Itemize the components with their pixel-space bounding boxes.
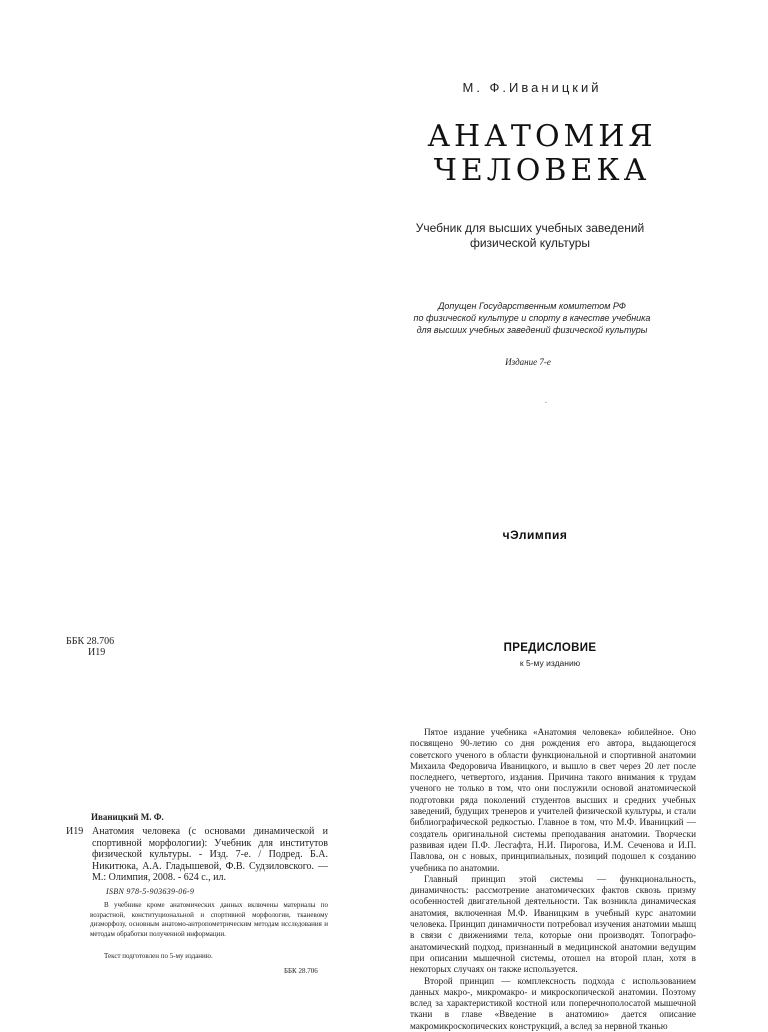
- publisher-logo-text: чЭлимпия: [502, 528, 568, 542]
- subtitle-line-1: Учебник для высших учебных заведений: [415, 221, 645, 235]
- book-title-line-2: ЧЕЛОВЕКА: [433, 153, 651, 188]
- book-title-line-1: АНАТОМИЯ: [427, 119, 657, 154]
- author-name: М. Ф.Иваницкий: [462, 80, 602, 95]
- catalog-description: Анатомия человека (с основами динамической и спортивной морфологии): Учебник для институтов физической культуры. - Изд. 7-е. / Подред. Б.А. Никитюка, А.А. Гладышевой, Ф.В. Судзиловского. — М.: Олимпия, 2008. - 624 с., ил.: [92, 826, 328, 883]
- bbk-code-bottom: ББК 28.706: [284, 967, 318, 975]
- approval-line-2: по физической культуре и спорту в качестве учебника: [413, 313, 651, 323]
- preface-subheading: к 5-му изданию: [519, 658, 581, 668]
- edition-label: Издание 7-е: [505, 357, 551, 367]
- catalog-index: И19: [66, 826, 84, 837]
- book-subtitle: [380, 221, 680, 251]
- preface-paragraph: Второй принцип — комплексность подхода с использованием данных макро-, микромакро- и микроскопической анатомии. Поэтому вслед за характеристикой костной или поперечнополосатой мышечной ткани в главе «Введение в анатомию» дается описание макромикроскопических конструкций, а вслед за нервной тканью: [410, 975, 696, 1031]
- preface-heading: ПРЕДИСЛОВИЕ: [503, 642, 597, 654]
- preface-paragraph: Главный принцип этой системы — функциональность, динамичность: рассмотрение анатомических фактов сквозь призму особенностей двигательной деятельности. Так возникла динамическая анатомия, включенная М.Ф. Иваницким в учебный курс анатомии человека. Принцип динамичности потребовал изучения анатомии мышц в связи с движениями тела, которые они производят. Топографо-анатомический подход, признанный в медицинской анатомии ведущим при описании мышечной системы, отошел на второй план, хотя в некоторых случаях он также используется.: [410, 873, 696, 975]
- book-title: [372, 120, 712, 188]
- approval-line-3: для высших учебных заведений физической культуры: [416, 325, 648, 335]
- approval-note: [392, 300, 672, 336]
- catalog-author-entry: Иваницкий М. Ф.: [91, 812, 164, 822]
- stray-dot: .: [545, 396, 547, 405]
- preface-paragraph: Пятое издание учебника «Анатомия человека» юбилейное. Оно посвящено 90-летию со дня рождения его автора, выдающегося советского ученого в области функциональной и спортивной анатомии Михаила Федоровича Иваницкого, и вышло в свет через 20 лет после последнего, четвертого, издания. Причина такого внимания к трудам ученого не только в том, что они послужили основой анатомической подготовки ряда поколений студентов высших и средних учебных заведений, будущих тренеров и учителей физической культуры, и стали библиографической редкостью. Главное в том, что М.Ф. Иваницкий — создатель оригинальной системы преподавания анатомии. Творчески развивая идеи П.Ф. Лесгафта, Н.И. Пирогова, И.М. Сеченова и И.П. Павлова, он с новых, принципиальных, позиций подошел к созданию учебника по анатомии.: [410, 727, 696, 873]
- source-edition-note: Текст подготовлен по 5-му изданию.: [104, 952, 213, 960]
- preface-body: [410, 727, 696, 1031]
- catalog-number: И19: [88, 647, 106, 658]
- book-annotation: В учебнике кроме анатомических данных включены материалы по возрастной, конституциональной и спортивной морфологии, тканевому дизморфозу, основным анатомо-антропометрическим методам исследования и методам обработки полученной информации.: [90, 901, 328, 938]
- approval-line-1: Допущен Государственным комитетом РФ: [438, 301, 626, 311]
- isbn: ISBN 978-5-903639-06-9: [106, 887, 195, 896]
- bbk-code: ББК 28.706: [66, 636, 115, 647]
- subtitle-line-2: физической культуры: [469, 236, 591, 250]
